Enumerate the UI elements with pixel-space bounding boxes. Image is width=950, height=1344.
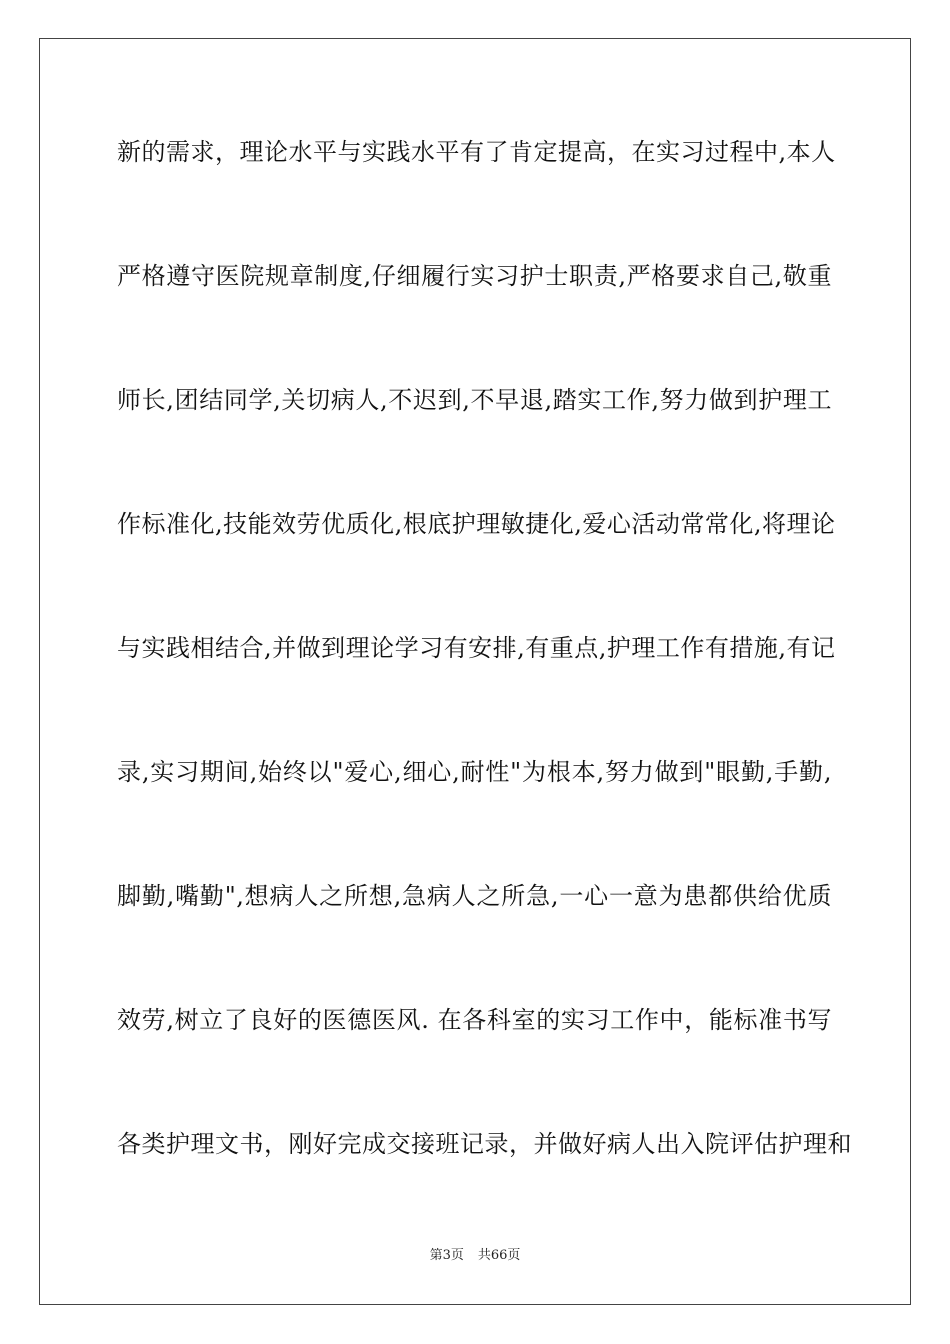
body-text-line-8: 效劳,树立了良好的医德医风. 在各科室的实习工作中，能标准书写	[117, 1006, 832, 1034]
body-text-line-1: 新的需求，理论水平与实践水平有了肯定提高，在实习过程中,本人	[117, 138, 836, 166]
body-text-line-4: 作标准化,技能效劳优质化,根底护理敏捷化,爱心活动常常化,将理论	[117, 510, 836, 538]
body-text-line-6: 录,实习期间,始终以"爱心,细心,耐性"为根本,努力做到"眼勤,手勤,	[117, 758, 832, 786]
page-footer	[0, 1247, 950, 1265]
body-text-line-3: 师长,团结同学,关切病人,不迟到,不早退,踏实工作,努力做到护理工	[117, 386, 832, 414]
body-text-line-5: 与实践相结合,并做到理论学习有安排,有重点,护理工作有措施,有记	[117, 634, 836, 662]
page-number: 第3页	[429, 1248, 464, 1263]
body-text-line-2: 严格遵守医院规章制度,仔细履行实习护士职责,严格要求自己,敬重	[117, 262, 832, 290]
body-text-line-9: 各类护理文书，刚好完成交接班记录，并做好病人出入院评估护理和	[117, 1130, 852, 1158]
page-total: 共66页	[477, 1248, 521, 1263]
body-text-line-7: 脚勤,嘴勤",想病人之所想,急病人之所急,一心一意为患都供给优质	[117, 882, 832, 910]
page-border	[39, 38, 911, 1305]
